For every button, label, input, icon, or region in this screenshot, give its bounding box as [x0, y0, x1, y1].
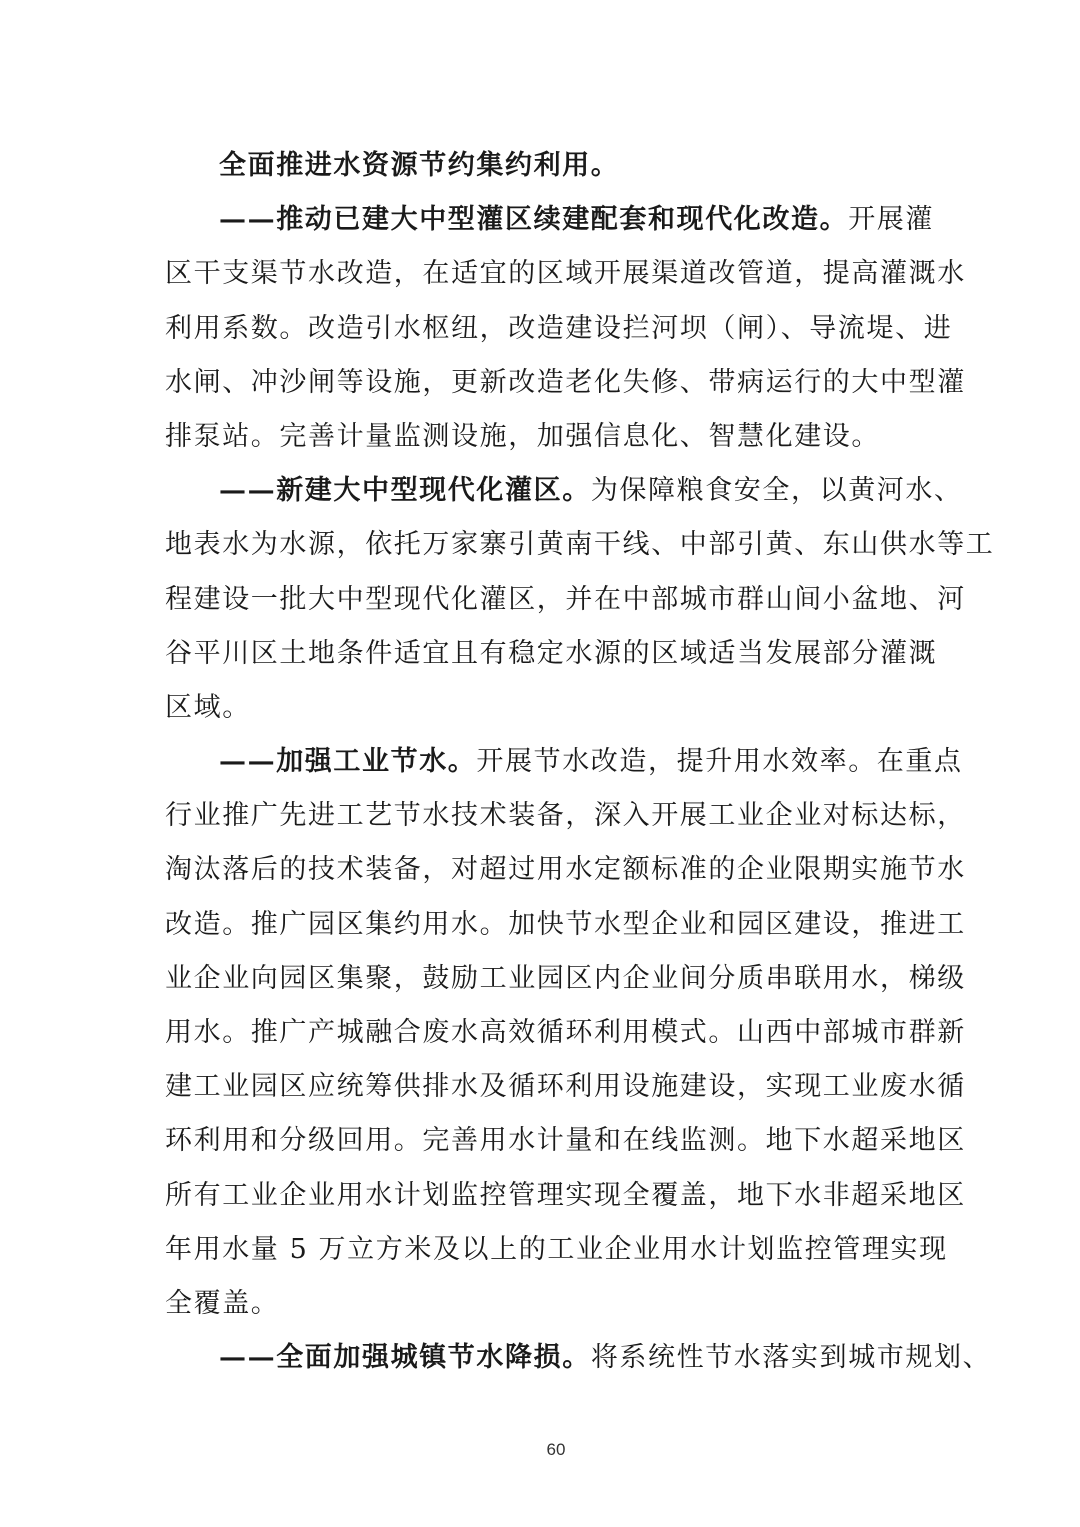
- item-heading: ——加强工业节水。: [219, 746, 477, 778]
- paragraph-line: [165, 735, 963, 789]
- section-heading: [165, 139, 925, 193]
- line-text: 为保障粮食安全，以黄河水、: [590, 475, 963, 507]
- paragraph-line: [165, 1114, 966, 1168]
- line-text: 行业推广先进工艺节水技术装备，深入开展工业企业对标达标，: [165, 800, 966, 832]
- paragraph-line: [165, 247, 966, 301]
- line-text: 全覆盖。: [165, 1287, 280, 1319]
- paragraph-line: [165, 1006, 966, 1060]
- line-text: 程建设一批大中型现代化灌区，并在中部城市群山间小盆地、河: [165, 583, 966, 615]
- paragraph-line: [165, 518, 995, 572]
- heading-text: 全面推进水资源节约集约利用。: [219, 150, 620, 181]
- line-text: 业企业向园区集聚，鼓励工业园区内企业间分质串联用水，梯级: [165, 962, 966, 994]
- item-heading: ——推动已建大中型灌区续建配套和现代化改造。: [219, 204, 849, 236]
- paragraph-line: [165, 464, 963, 518]
- paragraph-line: [165, 573, 966, 627]
- line-text: 利用系数。改造引水枢纽，改造建设拦河坝（闸）、导流堤、进: [165, 312, 953, 344]
- item-heading: ——新建大中型现代化灌区。: [219, 475, 591, 507]
- item-heading: ——全面加强城镇节水降损。: [219, 1342, 591, 1374]
- line-text: 区干支渠节水改造，在适宜的区域开展渠道改管道，提高灌溉水: [165, 258, 966, 290]
- paragraph-line: [165, 952, 966, 1006]
- paragraph-line: [165, 193, 935, 247]
- line-text: 地表水为水源，依托万家寨引黄南干线、中部引黄、东山供水等工: [165, 529, 995, 561]
- paragraph-line: [165, 1277, 925, 1331]
- line-text: 所有工业企业用水计划监控管理实现全覆盖，地下水非超采地区: [165, 1179, 966, 1211]
- paragraph-line: [165, 356, 966, 410]
- paragraph-line: [165, 681, 925, 735]
- line-text: 建工业园区应统筹供排水及循环利用设施建设，实现工业废水循: [165, 1071, 966, 1103]
- paragraph-line: [165, 1331, 992, 1385]
- line-text: 改造。推广园区集约用水。加快节水型企业和园区建设，推进工: [165, 908, 966, 940]
- paragraph-line: [165, 410, 925, 464]
- line-text: 开展节水改造，提升用水效率。在重点: [476, 746, 963, 778]
- paragraph-line: [165, 302, 953, 356]
- paragraph-line: [165, 1223, 948, 1277]
- body-text: [165, 139, 995, 1385]
- page-number: 60: [546, 1440, 566, 1459]
- line-text: 淘汰落后的技术装备，对超过用水定额标准的企业限期实施节水: [165, 854, 966, 886]
- line-text: 水闸、冲沙闸等设施，更新改造老化失修、带病运行的大中型灌: [165, 366, 966, 398]
- paragraph-line: [165, 1060, 966, 1114]
- paragraph-line: [165, 627, 938, 681]
- line-text: 环利用和分级回用。完善用水计量和在线监测。地下水超采地区: [165, 1125, 966, 1157]
- line-text: 年用水量 5 万立方米及以上的工业企业用水计划监控管理实现: [165, 1233, 948, 1265]
- line-text: 谷平川区土地条件适宜且有稳定水源的区域适当发展部分灌溉: [165, 637, 938, 669]
- line-text: 排泵站。完善计量监测设施，加强信息化、智慧化建设。: [165, 420, 880, 452]
- paragraph-line: [165, 1169, 966, 1223]
- line-text: 开展灌: [848, 204, 935, 236]
- paragraph-line: [165, 843, 966, 897]
- paragraph-line: [165, 789, 966, 843]
- paragraph-line: [165, 898, 966, 952]
- line-text: 区域。: [165, 691, 251, 723]
- line-text: 用水。推广产城融合废水高效循环利用模式。山西中部城市群新: [165, 1017, 966, 1048]
- line-text: 将系统性节水落实到城市规划、: [590, 1342, 992, 1374]
